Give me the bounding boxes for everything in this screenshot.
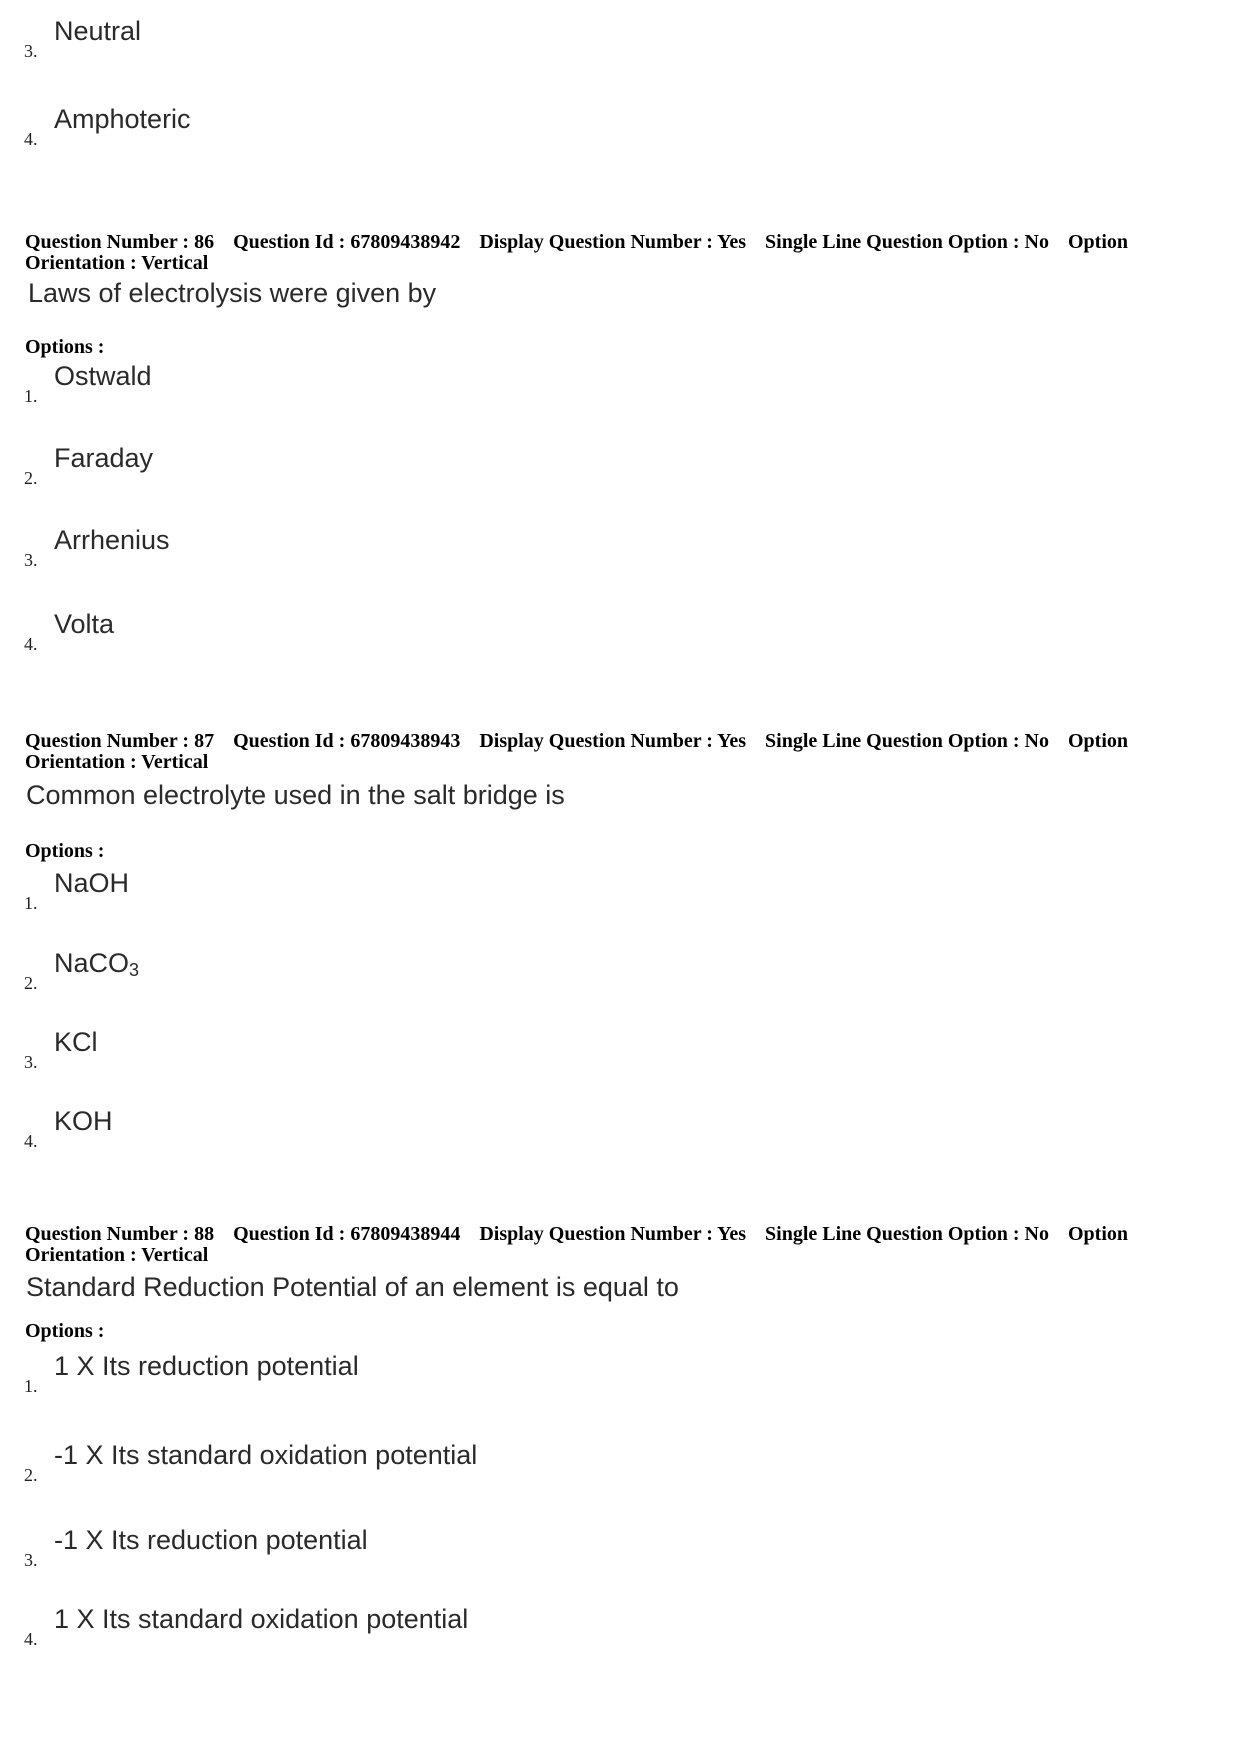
option-text: NaOH <box>54 868 130 898</box>
option-number: 3. <box>24 550 38 570</box>
q87-option-4 <box>0 1100 900 1160</box>
question-header-86 <box>25 232 1205 274</box>
option-number: 3. <box>24 1052 38 1072</box>
option-text: Volta <box>54 609 115 639</box>
option-orientation-a: Option <box>1067 231 1129 253</box>
q87-option-2 <box>0 942 900 1002</box>
option-orientation-b: Orientation : Vertical <box>25 1244 209 1266</box>
display-question-number: Display Question Number : Yes <box>479 730 747 752</box>
q86-option-1 <box>0 355 900 415</box>
option-orientation-b: Orientation : Vertical <box>25 252 209 274</box>
option-number: 4. <box>24 1629 38 1649</box>
option-text: KCl <box>54 1027 98 1057</box>
option-number: 1. <box>24 386 38 406</box>
option-text: -1 X Its standard oxidation potential <box>54 1440 478 1470</box>
option-number: 2. <box>24 973 38 993</box>
option-number: 4. <box>24 634 38 654</box>
question-number: Question Number : 87 <box>25 730 215 752</box>
question-number: Question Number : 86 <box>25 231 215 253</box>
option-number: 3. <box>24 1550 38 1570</box>
option-number: 4. <box>24 129 38 149</box>
option-text: Faraday <box>54 443 154 473</box>
q86-option-2 <box>0 437 900 497</box>
single-line-option: Single Line Question Option : No <box>765 730 1049 752</box>
option-text: Neutral <box>54 16 142 46</box>
question-id: Question Id : 67809438942 <box>233 231 461 253</box>
single-line-option: Single Line Question Option : No <box>765 1223 1049 1245</box>
option-text <box>54 948 139 981</box>
q88-option-1 <box>0 1345 900 1405</box>
prev-option-3 <box>0 10 900 70</box>
option-text: -1 X Its reduction potential <box>54 1525 368 1555</box>
options-label: Options : <box>25 840 105 862</box>
option-orientation-a: Option <box>1067 1223 1129 1245</box>
prev-option-4 <box>0 98 900 158</box>
option-number: 2. <box>24 468 38 488</box>
option-number: 4. <box>24 1131 38 1151</box>
options-label: Options : <box>25 336 105 358</box>
option-number: 1. <box>24 893 38 913</box>
options-label: Options : <box>25 1320 105 1342</box>
question-number: Question Number : 88 <box>25 1223 215 1245</box>
q88-option-2 <box>0 1434 900 1494</box>
option-text: Ostwald <box>54 361 152 391</box>
option-number: 3. <box>24 41 38 61</box>
single-line-option: Single Line Question Option : No <box>765 231 1049 253</box>
option-text: Arrhenius <box>54 525 170 555</box>
option-text: 1 X Its standard oxidation potential <box>54 1604 469 1634</box>
option-orientation-b: Orientation : Vertical <box>25 751 209 773</box>
q88-option-3 <box>0 1519 900 1579</box>
question-id: Question Id : 67809438943 <box>233 730 461 752</box>
q87-option-1 <box>0 862 900 922</box>
option-text: KOH <box>54 1106 113 1136</box>
question-id: Question Id : 67809438944 <box>233 1223 461 1245</box>
formula-subscript: 3 <box>129 960 140 980</box>
q86-option-4 <box>0 603 900 663</box>
question-header-87 <box>25 731 1205 773</box>
q87-option-3 <box>0 1021 900 1081</box>
display-question-number: Display Question Number : Yes <box>479 231 747 253</box>
question-header-88 <box>25 1224 1205 1266</box>
option-text: 1 X Its reduction potential <box>54 1351 359 1381</box>
formula-main: NaCO <box>54 948 130 978</box>
option-number: 2. <box>24 1465 38 1485</box>
option-number: 1. <box>24 1376 38 1396</box>
q88-option-4 <box>0 1598 900 1658</box>
question-text-88: Standard Reduction Potential of an element is equal to <box>26 1272 679 1302</box>
option-orientation-a: Option <box>1067 730 1129 752</box>
question-text-86: Laws of electrolysis were given by <box>28 278 437 308</box>
question-text-87: Common electrolyte used in the salt bridge is <box>26 780 565 810</box>
option-text: Amphoteric <box>54 104 191 134</box>
display-question-number: Display Question Number : Yes <box>479 1223 747 1245</box>
q86-option-3 <box>0 519 900 579</box>
